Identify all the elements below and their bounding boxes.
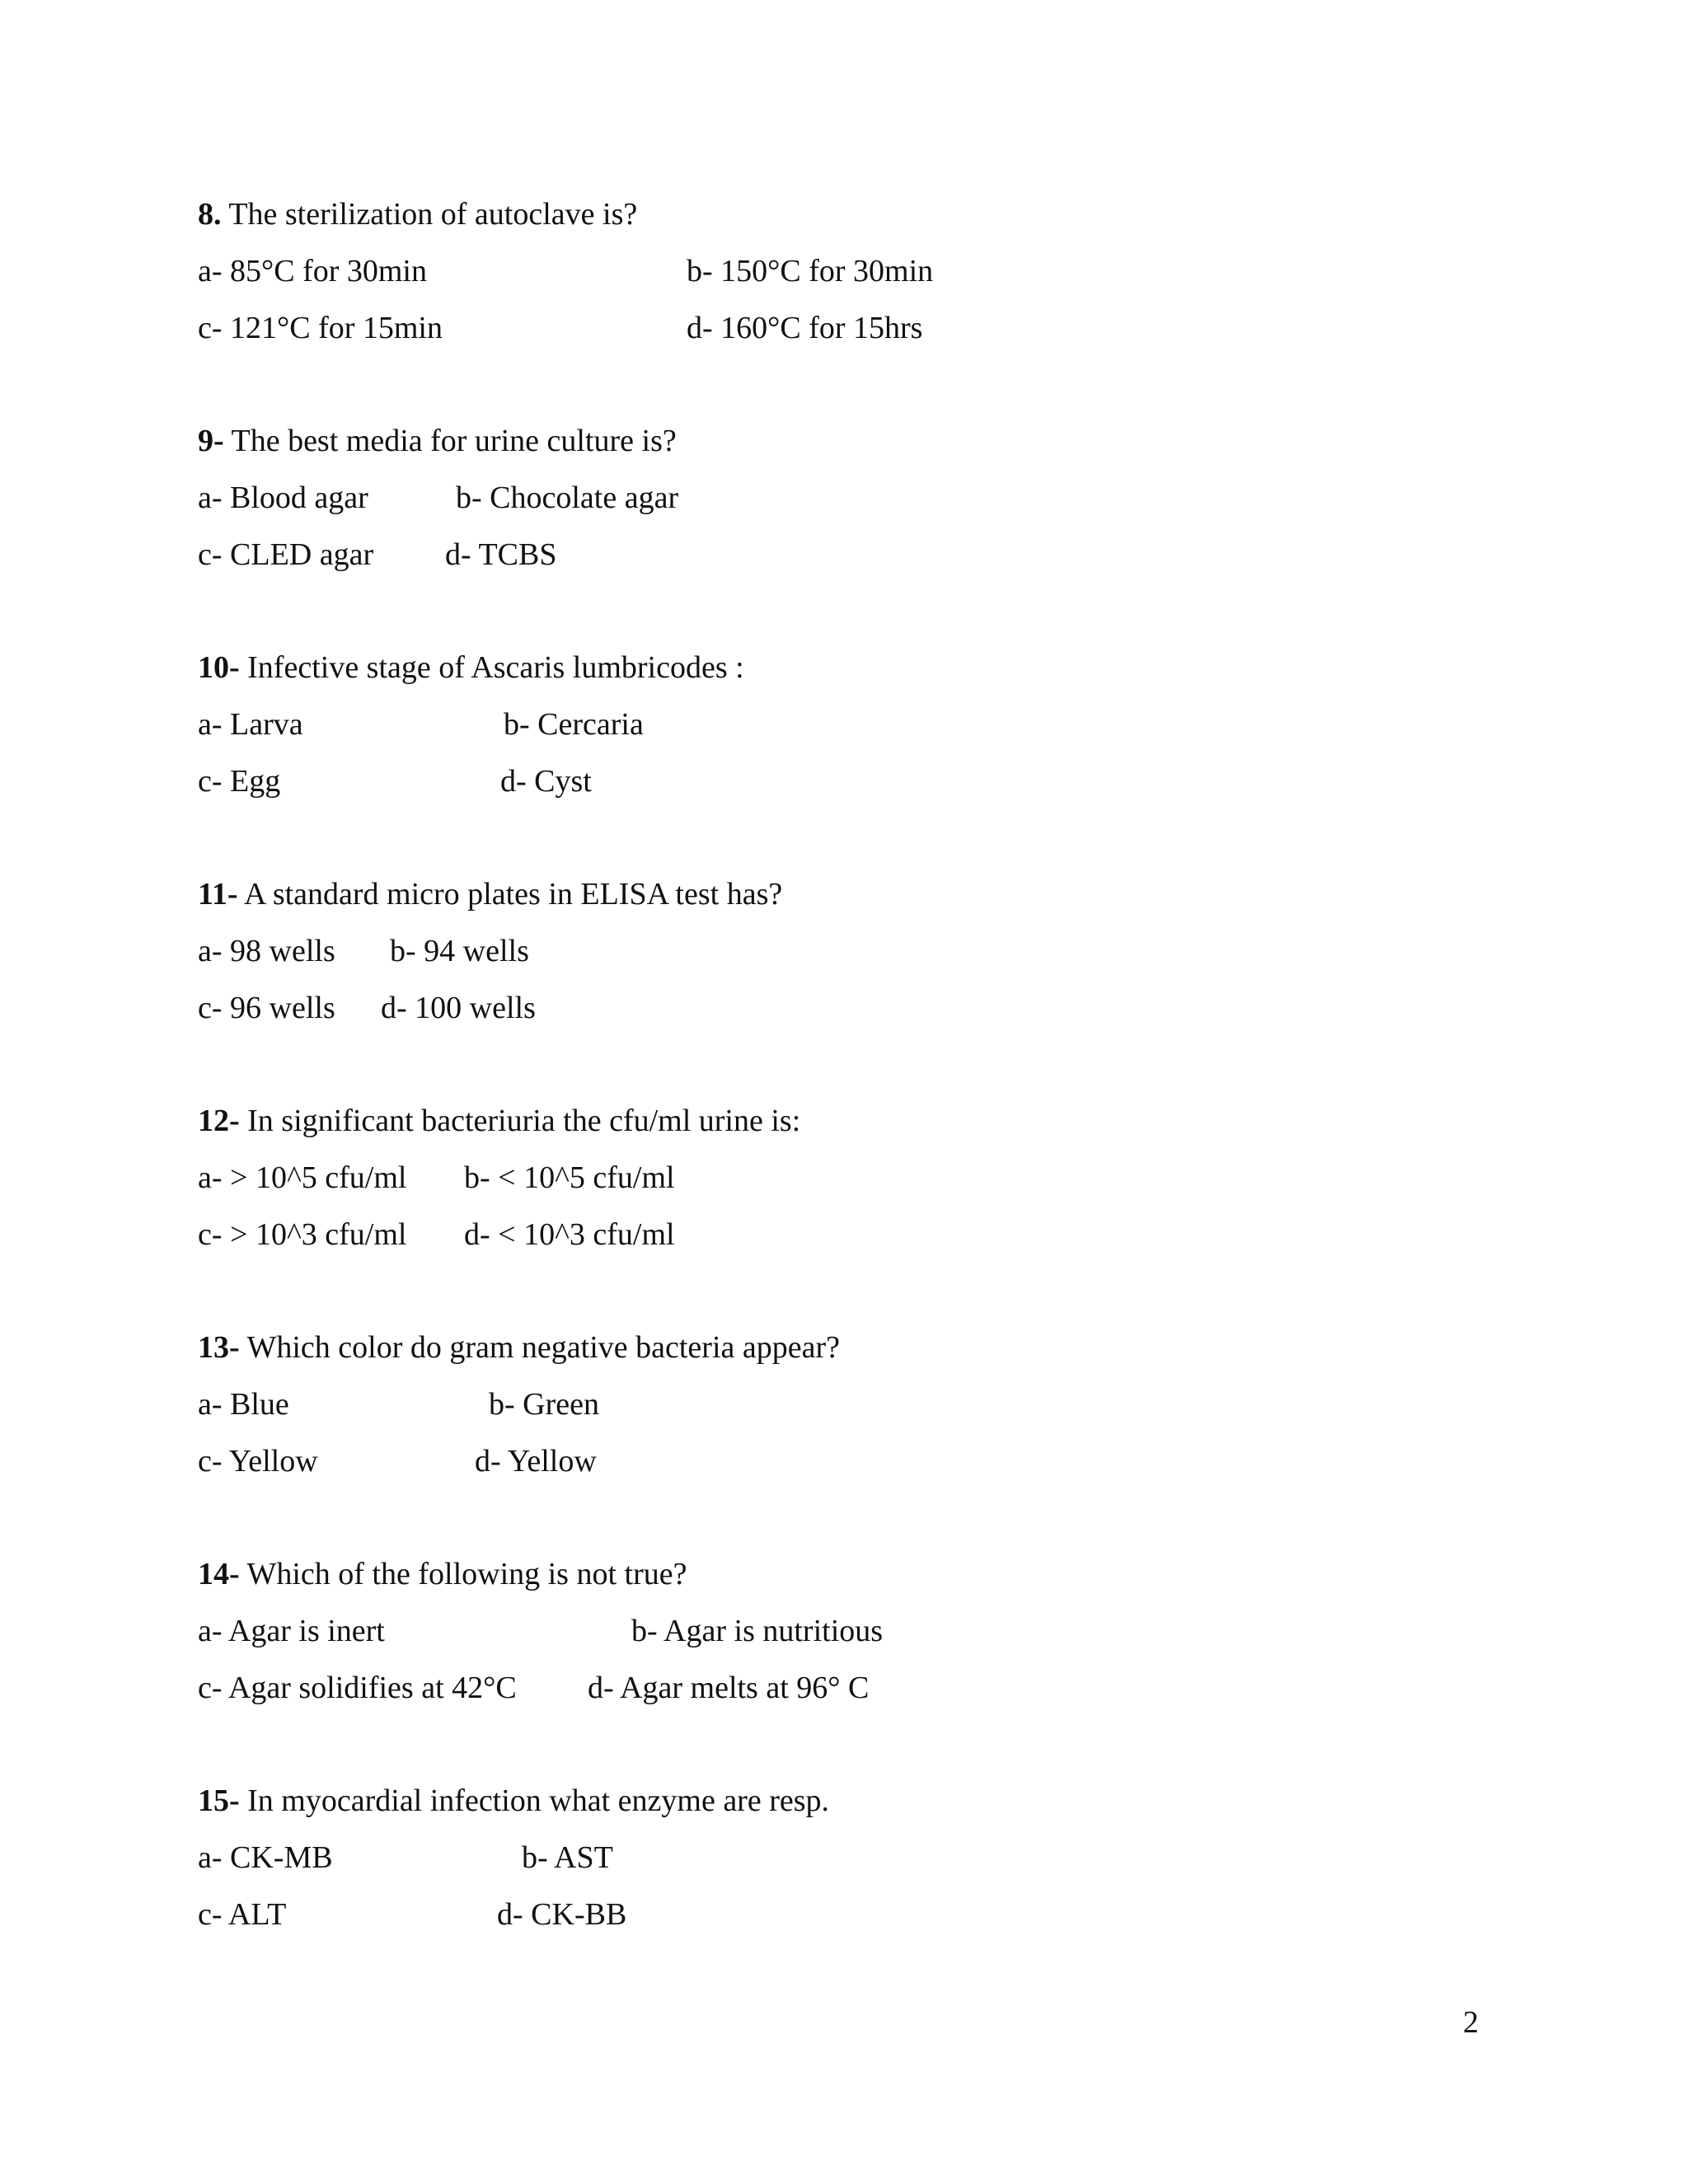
question-number: 13-: [198, 1330, 240, 1365]
question-stem: [198, 413, 1517, 470]
question-text: Which of the following is not true?: [246, 1557, 687, 1591]
option-c: c- ALT: [198, 1897, 287, 1932]
option-a: a- Larva: [198, 707, 303, 742]
question-stem: [198, 1093, 1517, 1150]
option-d: d- Agar melts at 96° C: [588, 1671, 870, 1705]
question-11: [198, 866, 1517, 1037]
option-row: [198, 527, 1517, 583]
question-stem: [198, 640, 1517, 696]
question-13: [198, 1319, 1517, 1490]
question-10: [198, 640, 1517, 810]
option-b: b- 94 wells: [390, 934, 529, 968]
option-row: [198, 980, 1517, 1037]
question-stem: [198, 1773, 1517, 1830]
option-b: b- AST: [522, 1840, 613, 1875]
page-number: 2: [1463, 2005, 1479, 2040]
option-d: d- 160°C for 15hrs: [687, 311, 923, 345]
question-text: In significant bacteriuria the cfu/ml urine is:: [247, 1104, 801, 1138]
question-number: 15-: [198, 1783, 240, 1818]
question-number: 9-: [198, 424, 224, 458]
option-b: b- 150°C for 30min: [687, 254, 934, 288]
question-8: [198, 186, 1517, 357]
option-row: [198, 1150, 1517, 1207]
option-b: b- < 10^5 cfu/ml: [464, 1160, 675, 1195]
question-text: In myocardial infection what enzyme are resp.: [247, 1783, 830, 1818]
question-stem: [198, 1319, 1517, 1376]
option-d: d- < 10^3 cfu/ml: [464, 1217, 675, 1252]
option-row: [198, 1660, 1517, 1717]
option-a: a- 98 wells: [198, 934, 335, 968]
question-12: [198, 1093, 1517, 1263]
question-stem: [198, 866, 1517, 923]
question-14: [198, 1546, 1517, 1717]
option-c: c- CLED agar: [198, 537, 374, 572]
option-d: d- Cyst: [500, 764, 592, 799]
question-text: Which color do gram negative bacteria appear?: [246, 1330, 840, 1365]
option-row: [198, 753, 1517, 810]
option-d: d- CK-BB: [497, 1897, 627, 1932]
option-a: a- Blue: [198, 1387, 289, 1422]
option-b: b- Green: [489, 1387, 599, 1422]
option-c: c- 121°C for 15min: [198, 311, 443, 345]
option-c: c- Egg: [198, 764, 281, 799]
option-row: [198, 1376, 1517, 1433]
question-number: 10-: [198, 650, 240, 685]
option-a: a- Blood agar: [198, 480, 368, 515]
question-number: 11-: [198, 877, 238, 912]
option-row: [198, 1433, 1517, 1490]
option-row: [198, 923, 1517, 980]
question-text: The sterilization of autoclave is?: [221, 197, 638, 232]
question-stem: [198, 1546, 1517, 1603]
option-row: [198, 696, 1517, 753]
question-number: 14-: [198, 1557, 240, 1591]
option-row: [198, 470, 1517, 527]
option-a: a- CK-MB: [198, 1840, 333, 1875]
option-d: d- 100 wells: [381, 991, 536, 1025]
option-c: c- 96 wells: [198, 991, 335, 1025]
question-text: The best media for urine culture is?: [231, 424, 677, 458]
option-a: a- > 10^5 cfu/ml: [198, 1160, 407, 1195]
option-a: a- 85°C for 30min: [198, 254, 427, 288]
option-d: d- Yellow: [475, 1444, 597, 1479]
question-number: 12-: [198, 1104, 240, 1138]
option-c: c- > 10^3 cfu/ml: [198, 1217, 407, 1252]
option-c: c- Agar solidifies at 42°C: [198, 1671, 517, 1705]
option-b: b- Cercaria: [504, 707, 644, 742]
question-15: [198, 1773, 1517, 1943]
option-row: [198, 1830, 1517, 1886]
question-9: [198, 413, 1517, 583]
question-number: 8.: [198, 197, 222, 232]
question-text: Infective stage of Ascaris lumbricodes :: [247, 650, 744, 685]
question-stem: [198, 186, 1517, 243]
option-a: a- Agar is inert: [198, 1614, 385, 1648]
option-d: d- TCBS: [445, 537, 557, 572]
option-c: c- Yellow: [198, 1444, 318, 1479]
question-text: A standard micro plates in ELISA test has?: [243, 877, 783, 912]
option-row: [198, 1207, 1517, 1263]
option-b: b- Agar is nutritious: [631, 1614, 884, 1648]
option-row: [198, 1603, 1517, 1660]
option-row: [198, 1886, 1517, 1943]
option-row: [198, 300, 1517, 357]
option-b: b- Chocolate agar: [456, 480, 679, 515]
option-row: [198, 243, 1517, 300]
